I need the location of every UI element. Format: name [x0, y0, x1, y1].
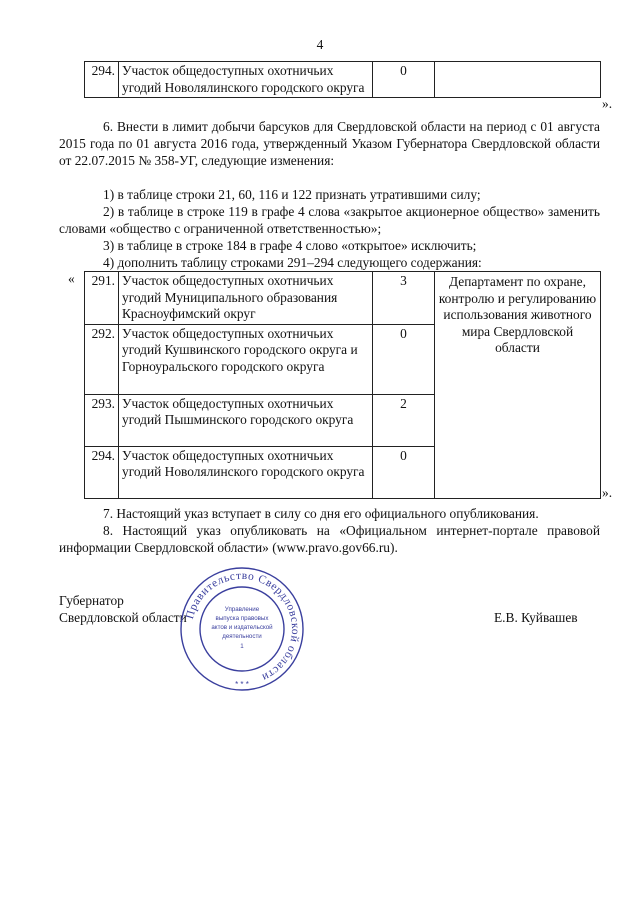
table-row [85, 272, 601, 325]
row-department [435, 62, 601, 98]
row-value: 3 [373, 272, 435, 325]
row-value: 0 [373, 62, 435, 98]
row-number: 292. [85, 324, 119, 394]
signatory-name: Е.В. Куйвашев [494, 610, 578, 625]
paragraph-6: 6. Внести в лимит добычи барсуков для Свердловской области на период с 01 августа 2015 года по 01 августа 2016 года, утвержденный Указом Губернатора Свердловской области от 22.07.2015 № 358-УГ, следующие изменения: [59, 119, 600, 168]
row-number: 291. [85, 272, 119, 325]
row-value: 0 [373, 446, 435, 498]
paragraph-6-item-1: 1) в таблице строки 21, 60, 116 и 122 признать утратившими силу; [103, 187, 481, 202]
paragraph-8: 8. Настоящий указ опубликовать на «Официальном интернет-портале правовой информации Свердловской области» (www.pravo.gov66.ru). [59, 523, 600, 555]
row-number: 293. [85, 394, 119, 446]
row-number: 294. [85, 62, 119, 98]
seal-center-line: Управление [224, 606, 260, 613]
signatory-title-line-1: Губернатор [59, 593, 124, 608]
top-table [84, 61, 601, 98]
row-value: 0 [373, 324, 435, 394]
table-row [85, 62, 601, 98]
opening-quote: « [68, 271, 75, 286]
paragraph-7: 7. Настоящий указ вступает в силу со дня его официального опубликования. [103, 506, 539, 521]
row-value: 2 [373, 394, 435, 446]
closing-quote: ». [602, 96, 613, 111]
paragraph-6-item-2: 2) в таблице в строке 119 в графе 4 слова «закрытое акционерное общество» заменить словами «общество с ограниченной ответственностью»; [59, 204, 600, 236]
closing-quote: ». [602, 485, 613, 500]
row-name: Участок общедоступных охотничьих угодий Новолялинского городского округа [119, 62, 373, 98]
seal-ring-text: Правительство Свердловской области [184, 569, 302, 684]
seal-center-line: 1 [240, 643, 244, 650]
official-seal [178, 565, 306, 693]
seal-center-line: выпуска правовых [215, 615, 269, 622]
row-name: Участок общедоступных охотничьих угодий Кушвинского городского округа и Горноуральского городского округа [119, 324, 373, 394]
seal-center-line: актов и издательской [211, 624, 273, 631]
paragraph-6-item-4: 4) дополнить таблицу строками 291–294 следующего содержания: [103, 255, 482, 270]
row-name: Участок общедоступных охотничьих угодий Муниципального образования Красноуфимский округ [119, 272, 373, 325]
page-number: 4 [316, 37, 324, 52]
seal-stars: * * * [235, 680, 249, 689]
row-name: Участок общедоступных охотничьих угодий Пышминского городского округа [119, 394, 373, 446]
seal-center-line: деятельности [222, 633, 262, 640]
paragraph-6-item-3: 3) в таблице в строке 184 в графе 4 слово «открытое» исключить; [103, 238, 477, 253]
row-number: 294. [85, 446, 119, 498]
signatory-title [59, 592, 187, 626]
signatory-title-line-2: Свердловской области [59, 610, 187, 625]
department-cell: Департамент по охране, контролю и регулированию использования животного мира Свердловской области [435, 272, 601, 499]
row-name: Участок общедоступных охотничьих угодий Новолялинского городского округа [119, 446, 373, 498]
bottom-table [84, 271, 601, 499]
